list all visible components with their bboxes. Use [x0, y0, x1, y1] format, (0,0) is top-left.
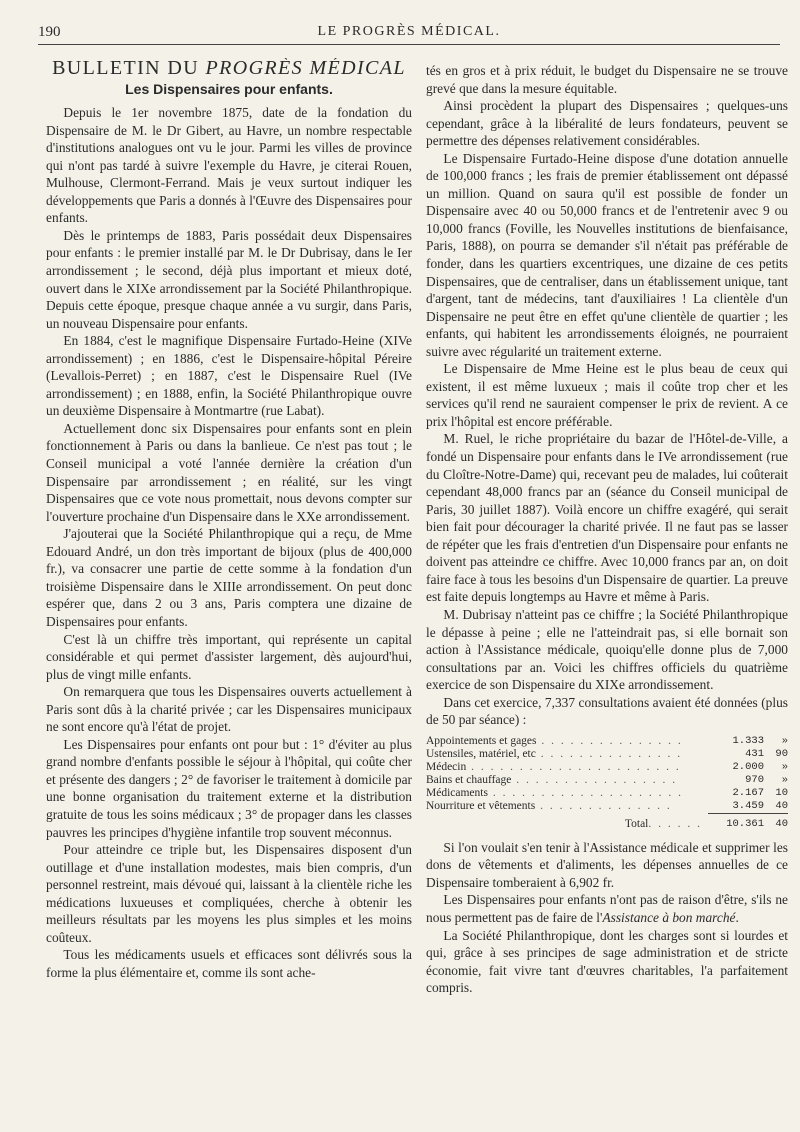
expenses-table: [426, 735, 788, 831]
leader-dots: . . . . . . . . . . . . . . .: [535, 747, 683, 760]
leader-dots: . . . . . . . . . . . . . .: [535, 800, 672, 813]
paragraph: M. Dubrisay n'atteint pas ce chiffre ; la Société Philanthropique le dépasse à peine ; elle ne l'atteindrait pas, si elle bornait son action à l'Assistance médicale, quoiqu'elle donne plus de 7,000 consultations par an. Voici les chiffres officiels du quatrième exercice de son Dispensaire du XIXe arrondissement.: [426, 606, 788, 693]
expense-cents: 90: [775, 747, 788, 760]
table-row: [426, 735, 788, 748]
expense-amount: 431: [745, 747, 764, 760]
expense-amount: 2.000: [732, 760, 764, 773]
paragraph: On remarquera que tous les Dispensaires ouverts actuellement à Paris sont dûs à la charité privée ; car les Dispensaires municipaux ne sont encore qu'à l'état de projet.: [46, 684, 412, 735]
expense-label: Ustensiles, matériel, etc: [426, 747, 536, 760]
expense-label: Appointements et gages: [426, 734, 537, 747]
left-column: [46, 58, 412, 1120]
expense-amount: 2.167: [732, 786, 764, 799]
section-title: Les Dispensaires pour enfants.: [125, 80, 333, 97]
paragraph: Dès le printemps de 1883, Paris possédait deux Dispensaires pour enfants : le premier installé par M. le Dr Dubrisay, dans le Ier arrondissement ; le second, déjà plus important et mieux doté, ouvert dans le XIXe arrondissement par la Société Philanthropique. Depuis cette époque, presque chaque année a vu surgir, dans Paris, un nouveau Dispensaire pour enfants.: [46, 227, 412, 331]
leader-dots: . . . . . . . . . . . . . . . . . . . .: [487, 786, 683, 799]
italic-phrase: Assistance à bon marché: [602, 909, 736, 925]
bulletin-title-prefix: BULLETIN DU: [52, 58, 206, 79]
paragraph: En 1884, c'est le magnifique Dispensaire Furtado-Heine (XIVe arrondissement) ; en 1886, c'est le Dispensaire-hôpital Péreire (Levallois-Perret) ; en 1887, c'est le Dispensaire Ruel (IVe arrondissement) ; en 1888, enfin, la Société Philanthropique ouvre un deuxième Dispensaire à Montmartre (rue Labat).: [46, 333, 412, 419]
leader-dots: . . . . . . . . . . . . . . . . .: [511, 773, 678, 786]
expense-label: Nourriture et vêtements: [426, 800, 536, 813]
expense-label: Médicaments: [426, 786, 488, 799]
paragraph: La Société Philanthropique, dont les charges sont si lourdes et qui, grâce à ses principes de sage administration et de stricte économie, fait vivre tant d'œuvres charitables, l'a parfaitement compris.: [426, 927, 788, 996]
right-column: [426, 62, 788, 1124]
paragraph: Le Dispensaire Furtado-Heine dispose d'une dotation annuelle de 100,000 francs ; les frais de premier établissement ont dépassé un million. Quand on saura qu'il est possible de fonder un Dispensaire avec 40 ou 50,000 francs et de l'entretenir avec 9 ou 10,000 francs (Foville, les Nouvelles institutions de bienfaisance, Paris, 1888), on pourra se demander s'il n'était pas préférable de fonder, dans les quartiers excentriques, une dizaine de ces petits Dispensaires, que de centraliser, dans un établissement unique, tant d'argent, tant de médecins, tant d'auxiliaires ! La clientèle d'un Dispensaire ne peut être en effet qu'une clientèle de quartier ; les enfants, qui habitent les arrondissements éloignés, ne pourraient suivre avec régularité un traitement externe.: [426, 150, 788, 359]
expense-label: Bains et chauffage: [426, 773, 512, 786]
table-row: [426, 761, 788, 774]
paragraph: Si l'on voulait s'en tenir à l'Assistance médicale et supprimer les dons de vêtements et d'aliments, les dépenses annuelles de ce Dispensaire tomberaient à 6,902 fr.: [426, 839, 788, 890]
total-amount: 10.361: [708, 813, 764, 831]
page-header: [38, 22, 780, 45]
page-number: 190: [38, 24, 61, 40]
expense-cents: 10: [775, 786, 788, 799]
paragraph: Les Dispensaires pour enfants ont pour but : 1° d'éviter au plus grand nombre d'enfants possible le séjour à l'hôpital, qui coûte cher et présente des dangers ; 2° de favoriser le traitement à domicile par une bonne organisation du traitement externe et la distribution gratuite de tous les soins médicaux ; 3° de propager dans les classes pauvres les principes d'hygiène infantile trop souvent méconnus.: [46, 736, 412, 840]
expense-label: Médecin: [426, 760, 467, 773]
paragraph: [426, 891, 788, 926]
leader-dots: . . . . . .: [648, 817, 702, 830]
paragraph: Dans cet exercice, 7,337 consultations avaient été données (plus de 50 par séance) :: [426, 694, 788, 728]
paragraph: C'est là un chiffre très important, qui représente un capital considérable et qui permet d'assister largement, dès aujourd'hui, plus de vingt mille enfants.: [46, 631, 412, 682]
paragraph: Actuellement donc six Dispensaires pour enfants sont en plein fonctionnement à Paris ou dans la banlieue. Ce n'est pas tout ; le Conseil municipal a voté l'année dernière la création d'un Dispensaire par arrondissement ; en réalité, sur les vingt Dispensaires que ce vote nous promettait, nous devons compter sur l'ouverture prochaine d'un Dispensaire dans le XXe arrondissement.: [46, 420, 412, 524]
running-title: LE PROGRÈS MÉDICAL.: [317, 24, 501, 39]
expense-amount: 970: [745, 773, 764, 786]
expense-cents: »: [781, 734, 788, 747]
paragraph: Le Dispensaire de Mme Heine est le plus beau de ceux qui existent, il est même luxueux ; mais il coûte trop cher et les services qu'il rend ne sauraient compenser le prix de revient. A ce prix l'hôpital est encore préférable.: [426, 361, 788, 429]
leader-dots: . . . . . . . . . . . . . . .: [536, 734, 683, 747]
total-cents: 40: [764, 813, 788, 831]
table-row: [426, 774, 788, 787]
expense-cents: »: [781, 760, 788, 773]
total-row: [426, 813, 788, 831]
paragraph-text: Les Dispensaires pour enfants n'ont pas de raison d'être, s'ils ne nous permettent pas de faire de l': [426, 892, 788, 925]
table-row: [426, 748, 788, 761]
expense-amount: 3.459: [732, 799, 764, 812]
total-label: Total: [624, 817, 649, 830]
paragraph: Tous les médicaments usuels et efficaces sont délivrés sous la forme la plus élémentaire et, comme ils sont ache-: [46, 947, 412, 980]
table-row: [426, 800, 788, 814]
paragraph: Ainsi procèdent la plupart des Dispensaires ; quelques-uns cependant, grâce à la libéralité de leurs fondateurs, peuvent se permettre des dépenses relativement considérables.: [426, 98, 788, 149]
bulletin-title-italic: PROGRÈS MÉDICAL: [205, 58, 406, 79]
expense-cents: »: [781, 773, 788, 786]
bulletin-title: [46, 60, 412, 78]
expense-amount: 1.333: [732, 734, 764, 747]
paragraph: Depuis le 1er novembre 1875, date de la fondation du Dispensaire de M. le Dr Gibert, au Havre, un nombre respectable d'institutions analogues ont vu le jour. Parmi les villes de province qui n'ont pas tardé à suivre l'exemple du Havre, je citerai Rouen, Mulhouse, Clermont-Ferrand. Mais je veux surtout indiquer les développements que Paris a donnés à l'Œuvre des Dispensaires pour enfants.: [46, 105, 412, 226]
paragraph: J'ajouterai que la Société Philanthropique qui a reçu, de Mme Edouard André, un don très important de bijoux (plus de 400,000 fr.), va consacrer une partie de cette somme à la fondation d'un troisième Dispensaire dans le XIIIe arrondissement. On peut donc espérer que, dans 2 ou 3 ans, Paris comptera une dizaine de Dispensaires pour enfants.: [46, 526, 412, 629]
paragraph-end: .: [735, 909, 739, 925]
paragraph: tés en gros et à prix réduit, le budget du Dispensaire ne se trouve grevé que dans la mesure équitable.: [426, 63, 788, 96]
expense-cents: 40: [775, 799, 788, 812]
leader-dots: . . . . . . . . . . . . . . . . . . . . . .: [466, 760, 681, 773]
paragraph: M. Ruel, le riche propriétaire du bazar de l'Hôtel-de-Ville, a fondé un Dispensaire pour enfants dans le IVe arrondissement (rue du Cloître-Notre-Dame) qui, recevant peu de malades, lui coûterait cependant 48,000 francs par an (séance du Conseil municipal de Paris, 30 juillet 1887). Voilà encore un chiffre exagéré, qui serait bien fait pour décourager la charité privée. Il ne faut pas se lasser de répéter que les frais d'entretien d'un Dispensaire pour enfants ne doivent pas atteindre ce chiffre. Avec 10,000 francs par an, on doit faire face à tous les besoins d'un Dispensaire de quartier. La preuve est faite depuis longtemps au Havre et même à Paris.: [426, 431, 788, 605]
paragraph: Pour atteindre ce triple but, les Dispensaires disposent d'un outillage et d'une installation modestes, mais bien compris, d'un personnel restreint, mais dévoué qui, laissant à la clientèle riche les médications luxueuses et compliquées, cherche à obtenir les meilleurs résultats par les moyens les plus simples et les moins coûteux.: [46, 842, 412, 945]
table-row: [426, 787, 788, 800]
